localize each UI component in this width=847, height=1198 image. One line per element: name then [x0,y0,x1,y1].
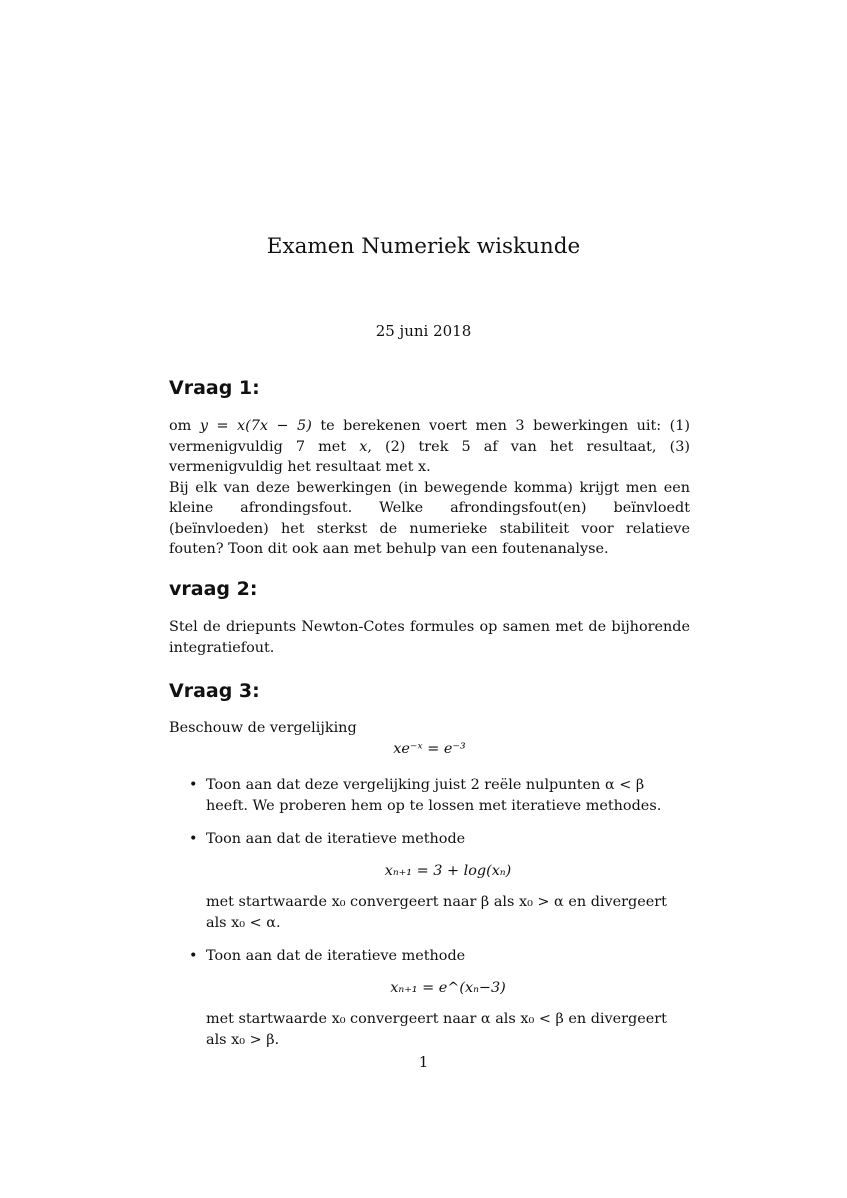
question-3-equation: xe⁻ˣ = e⁻³ [393,740,466,757]
question-3-list [169,775,690,1050]
question-2-text: Stel de driepunts Newton-Cotes formules op samen met de bijhorende integratiefout. [169,619,690,656]
question-3-heading: Vraag 3: [169,680,260,702]
q1-variable: x [359,438,368,455]
question-3-body [169,718,690,1063]
item-2-after: met startwaarde x₀ convergeert naar β als x₀ > α en divergeert als x₀ < α. [206,894,667,931]
question-1-body [169,416,690,560]
q1-text-b: te berekenen voert men 3 bewerkingen uit: (1) vermenigvuldig 7 met [169,418,690,455]
item-2-text: Toon aan dat de iteratieve methode [206,831,466,847]
item-3-after: met startwaarde x₀ convergeert naar α als x₀ < β en divergeert als x₀ > β. [206,1011,667,1048]
question-2-heading: vraag 2: [169,578,258,600]
q1-formula: y = x(7x − 5) [199,418,312,434]
question-3-item-1 [169,775,690,816]
question-3-item-3 [169,946,690,1050]
question-3-item-2 [169,829,690,933]
bullet-icon: • [189,831,198,847]
bullet-icon: • [189,948,198,964]
bullet-icon: • [189,777,198,793]
q1-text-a: om [169,418,200,434]
exam-title: Examen Numeriek wiskunde [266,234,581,259]
question-3-intro: Beschouw de vergelijking [169,720,357,736]
page-number: 1 [418,1053,429,1071]
item-3-text: Toon aan dat de iteratieve methode [206,948,466,964]
item-2-equation: xₙ₊₁ = 3 + log(xₙ) [384,862,512,879]
item-1-text: Toon aan dat deze vergelijking juist 2 reële nulpunten α < β heeft. We proberen hem op te lossen met iteratieve methodes. [206,777,662,814]
question-1-text [169,416,690,478]
question-1-heading: Vraag 1: [169,377,260,399]
question-2-body [169,617,690,658]
item-3-equation: xₙ₊₁ = e^(xₙ−3) [390,979,506,996]
question-1-text-2: Bij elk van deze bewerkingen (in bewegende komma) krijgt men een kleine afrondingsfout. Welke afrondingsfout(en) beïnvloedt (beïnvloeden) het sterkst de numerieke stabiliteit voor relatieve fouten? Toon dit ook aan met behulp van een foutenanalyse. [169,479,690,557]
exam-date: 25 juni 2018 [375,322,472,340]
q1-text-c: , (2) trek 5 af van het resultaat, (3) vermenigvuldig het resultaat met x. [169,438,690,475]
